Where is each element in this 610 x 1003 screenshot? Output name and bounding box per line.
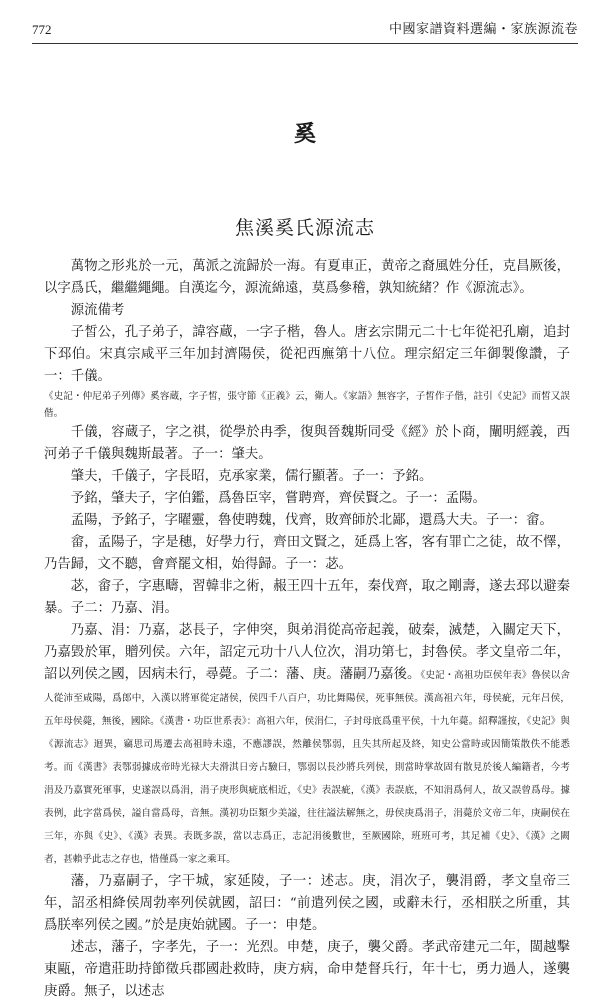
- paragraph-text: 肇夫，千儀子，字長昭，克承家業，儒行顯著。子一：予銘。: [70, 469, 433, 484]
- paragraph-text: 藩，乃嘉嗣子，字干城，家延陵，子一：述志。庚，涓次子，襲涓爵，孝文皇帝三年，詔丞相絳侯周勃率列侯就國，詔曰：“前遣列侯之國，或辭未行，丞相朕之所重，其爲朕率列侯之國。”於是庚始就國。子一：申楚。: [44, 874, 570, 933]
- paragraph-p11: [44, 871, 570, 937]
- paragraph-text: 乃嘉、涓：乃嘉，苾長子，字伸突，與弟涓從高帝起義，破秦，滅楚，入關定天下，乃嘉毀於軍，贈列侯。六年，詔定元功十八人位次，涓功第七，封魯侯。孝文皇帝二年，詔以列侯之國，因病未行，尋薨。子二：藩、庚。藩嗣乃嘉後。: [44, 623, 570, 682]
- chapter-heading: 奚: [293, 121, 316, 147]
- page-number: 772: [32, 22, 52, 37]
- paragraph-p1: [44, 256, 570, 300]
- paragraph-text: 苾，畲子，字惠疇，習韓非之術，赧王四十五年，秦伐齊，取之剛壽，遂去邳以避秦暴。子二：乃嘉、涓。: [44, 579, 570, 616]
- paragraph-text: 予銘，肇夫子，字伯鑑，爲魯臣宰，嘗聘齊，齊侯賢之。子一：孟陽。: [70, 491, 486, 506]
- running-title: 中國家譜資料選編・家族源流卷: [388, 22, 578, 37]
- paragraph-p12: [44, 937, 570, 1003]
- paragraph-text: 子皙公，孔子弟子，諱容蔵，一字子楷，魯人。唐玄宗開元二十七年從祀孔廟，追封下邳伯。宋真宗咸平三年加封濟陽侯，從祀西廡第十八位。理宗紹定三年御製像讚，子一：千儀。: [44, 325, 570, 384]
- paragraph-p5: [44, 466, 570, 488]
- paragraph-p6: [44, 488, 570, 510]
- running-header: [32, 17, 578, 44]
- paragraph-p9: [44, 576, 570, 620]
- paragraph-text: 畲，孟陽子，字是穗，好學力行，齊田文賢之，延爲上客，客有罪亡之徒，故不懌，乃告歸，文不聽，會齊罷文相，始得歸。子一：苾。: [44, 535, 570, 572]
- paragraph-p7: [44, 510, 570, 532]
- paragraph-p3: [44, 322, 570, 388]
- paragraph-text: 萬物之形兆於一元，萬派之流歸於一海。有夏車正，黄帝之裔風姓分任，克昌厥後，以字爲氏，繼繼繩繩。自漢迄今，源流綿遠，莫爲參稽，孰知統緒？作《源流志》。: [44, 259, 570, 296]
- document-title: 焦溪奚氏源流志: [234, 217, 375, 239]
- paragraph-p2: [44, 300, 570, 322]
- paragraph-text: 千儀，容蔵子，字之祺，從學於冉季，復與晉魏斯同受《經》於卜商，闡明經義，西河弟子千儀與魏斯最著。子一：肇夫。: [44, 425, 570, 462]
- paragraph-text: 孟陽，予銘子，字曜靈，魯使聘魏，伐齊，敗齊師於北鄙，還爲大夫。子一：畲。: [70, 513, 553, 528]
- paragraph-text: 源流備考: [70, 303, 125, 318]
- paragraph-p8: [44, 532, 570, 576]
- document-body: [44, 256, 570, 1003]
- annotation-note: 《史記・仲尼弟子列傳》奚容蔵，字子皙，張守節《正義》云，衛人。《家語》無容字，子皙作子偕，註引《史記》而皙又誤偕。: [44, 391, 570, 419]
- paragraph-p4: [44, 422, 570, 466]
- paragraph-p10: [44, 620, 570, 871]
- inline-annotation: 《史記・高祖功臣侯年表》魯侯以舍人從沛至咸陽，爲郎中，入漢以將軍從定諸侯，侯四千八百户，功比舞陽侯，死事無侯。漢高祖六年，母侯疵，元年吕侯，五年母侯薨，無後，國除。《漢書・功臣世系表》：高祖六年，侯涓仁，子封母底爲重平侯，十九年薨。紹釋謹按，《史記》與《源流志》迴異，竊思司馬遷去高祖時未遠，不應謬誤，然離侯鄂弱，且失其所起及終，知史公當時或因簡策散佚不能悉考。而《漢書》表鄂弱據成帝時光禄大夫滑淇日旁占驗曰，鄂弱以長沙將兵列侯，則當時掌故固有散見於後人編籍者，今考涓及乃嘉實死軍事，史遂誤以爲涓，涓子庚形與疵底相近，《史》表誤疵，《漢》表誤底，不知涓爲何人，故又誤曾爲母。據表例，此字當爲侯，謚自當爲母，音無。漢初功臣類少美謚，往往謚法解無之，毋侯庚爲涓子，涓薨於文帝二年，庚嗣侯在三年，亦與《史》、《漢》表異。表既多誤，當以志爲正，志記涓後數世，至厥國除，班班可考，其足補《史》、《漢》之闕者，甚賴乎此志之存也，惜僅爲一家之乘耳。: [44, 670, 571, 865]
- paragraph-text: 述志，藩子，字孝先，子一：光烈。申楚，庚子，襲父爵。孝武帝建元二年，閩越擊東甌，帝遣莊助持節徵兵郡國赴救時，庚方病，命申楚督兵行，年十七，勇力過人，遂襲庚爵。無子，以述志: [44, 940, 570, 999]
